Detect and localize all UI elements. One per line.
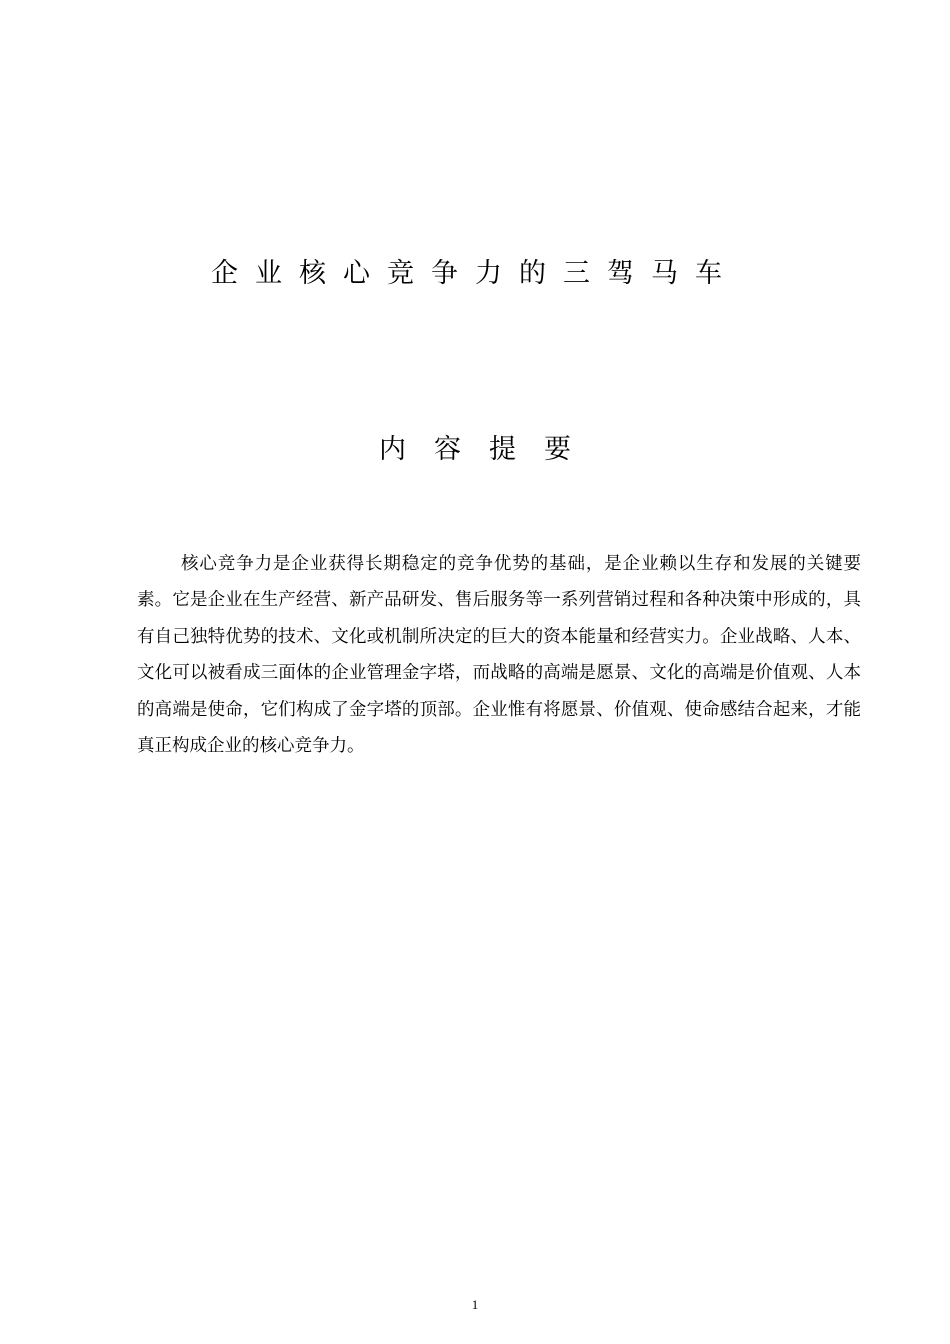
page-number: 1 <box>471 1297 479 1312</box>
abstract-heading: 内容提要 <box>379 434 599 465</box>
document-title: 企业核心竞争力的三驾马车 <box>211 258 739 289</box>
abstract-paragraph: 核心竞争力是企业获得长期稳定的竞争优势的基础，是企业赖以生存和发展的关键要素。它是企业在生产经营、新产品研发、售后服务等一系列营销过程和各种决策中形成的，具有自己独特优势的技术、文化或机制所决定的巨大的资本能量和经营实力。企业战略、人本、文化可以被看成三面体的企业管理金字塔，而战略的高端是愿景、文化的高端是价值观、人本的高端是使命，它们构成了金字塔的顶部。企业惟有将愿景、价值观、使命感结合起来，才能真正构成企业的核心竞争力。 <box>137 554 861 757</box>
